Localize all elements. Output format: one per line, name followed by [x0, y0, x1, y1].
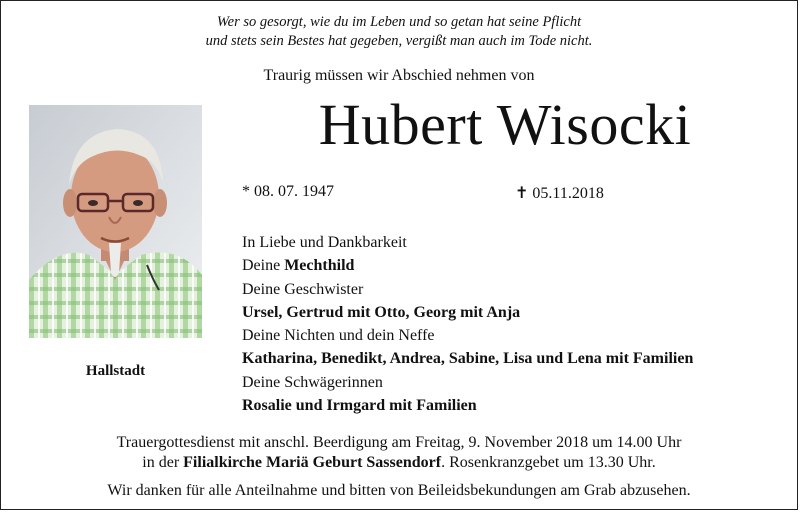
mourner-prefix: Deine Geschwister [242, 280, 364, 298]
birth-date: * 08. 07. 1947 [242, 183, 334, 200]
church-name: Filialkirche Mariä Geburt Sassendorf [183, 454, 442, 471]
portrait-photo [29, 105, 202, 338]
mourner-line [242, 278, 693, 301]
mourners-list [242, 231, 693, 417]
mourners-heading: In Liebe und Dankbarkeit [242, 234, 407, 251]
mourner-prefix: Deine Nichten und dein Neffe [242, 327, 435, 345]
mourner-names: Mechthild [284, 257, 355, 275]
mourner-names: Rosalie und Irmgard mit Familien [242, 397, 477, 415]
deceased-name: Hubert Wisocki [318, 92, 692, 157]
mourner-line [242, 394, 693, 417]
service-text: in der [142, 454, 184, 471]
service-line-2 [1, 453, 797, 473]
poem-line-2: und stets sein Bestes hat gegeben, vergißt man auch im Tode nicht. [205, 33, 593, 49]
mourner-line [242, 301, 693, 324]
memorial-poem [1, 13, 797, 51]
intro-text: Traurig müssen wir Abschied nehmen von [263, 67, 535, 84]
mourner-prefix: Deine Schwägerinnen [242, 373, 383, 391]
poem-line-1: Wer so gesorgt, wie du im Leben und so getan hat seine Pflicht [216, 14, 582, 30]
thanks-note: Wir danken für alle Anteilnahme und bitten von Beileidsbekundungen am Grab abzusehen. [107, 482, 691, 499]
death-date-line [515, 183, 604, 203]
mourner-names: Katharina, Benedikt, Andrea, Sabine, Lisa und Lena mit Familien [242, 350, 694, 368]
mourner-line [242, 371, 693, 394]
cross-icon: ✝ [515, 185, 529, 202]
mourner-line [242, 254, 693, 277]
service-line-1: Trauergottesdienst mit anschl. Beerdigung am Freitag, 9. November 2018 um 14.00 Uhr [116, 434, 682, 451]
service-text: . Rosenkranzgebet um 13.30 Uhr. [441, 454, 656, 471]
mourner-line [242, 324, 693, 347]
funeral-service-info [1, 433, 797, 473]
mourner-prefix: Deine [242, 257, 285, 275]
mourner-line [242, 347, 693, 370]
place-of-residence: Hallstadt [85, 363, 146, 379]
mourner-names: Ursel, Gertrud mit Otto, Georg mit Anja [242, 303, 521, 321]
death-date: 05.11.2018 [532, 185, 604, 202]
